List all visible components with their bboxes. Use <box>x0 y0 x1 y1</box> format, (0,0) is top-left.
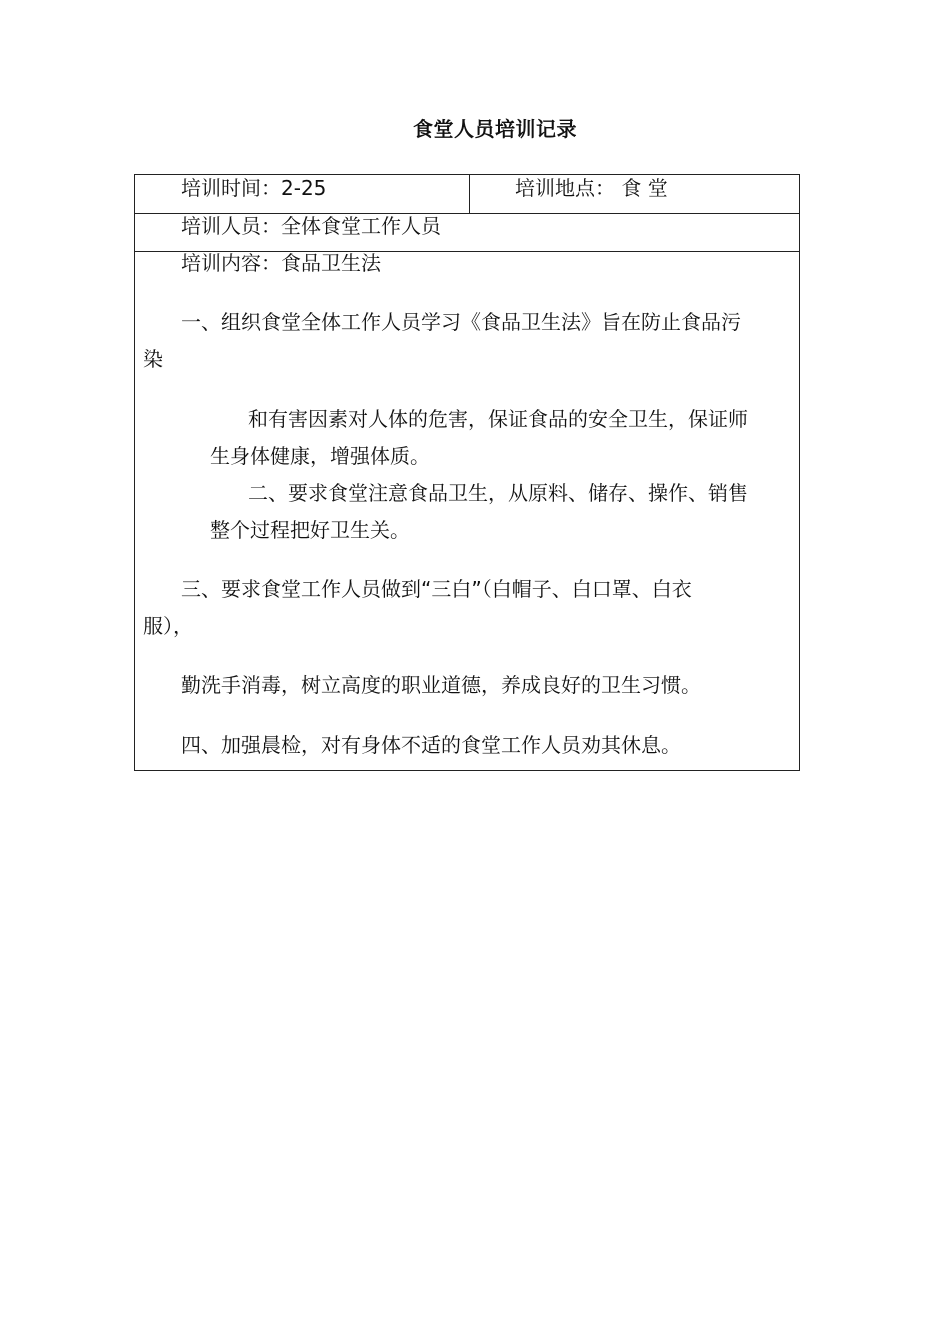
paragraph-4-line-1: 三、要求食堂工作人员做到“三白”（白帽子、白口罩、白衣 <box>181 577 692 601</box>
training-content-label: 培训内容：食品卫生法 <box>181 251 381 275</box>
training-record-table <box>134 174 800 771</box>
paragraph-2-line-1: 和有害因素对人体的危害，保证食品的安全卫生，保证师 <box>248 407 748 431</box>
cell-training-place <box>469 175 799 213</box>
cell-training-time <box>135 175 470 213</box>
paragraph-3-line-1: 二、要求食堂注意食品卫生，从原料、储存、操作、销售 <box>248 481 748 505</box>
paragraph-3-line-2: 整个过程把好卫生关。 <box>210 518 410 542</box>
row-time-place <box>135 175 799 214</box>
paragraph-1-line-1: 一、组织食堂全体工作人员学习《食品卫生法》旨在防止食品污 <box>181 310 741 334</box>
paragraph-4-line-2: 服）， <box>143 614 193 638</box>
training-content-cell <box>135 252 799 770</box>
document-title: 食堂人员培训记录 <box>413 117 577 141</box>
row-people <box>135 213 799 252</box>
training-place-text: 培训地点： 食 堂 <box>515 176 668 200</box>
paragraph-6-line-1: 四、加强晨检，对有身体不适的食堂工作人员劝其休息。 <box>181 733 681 757</box>
training-time-text: 培训时间：2-25 <box>181 176 327 200</box>
paragraph-1-line-2: 染 <box>143 347 163 371</box>
paragraph-2-line-2: 生身体健康，增强体质。 <box>210 444 430 468</box>
training-people-text: 培训人员：全体食堂工作人员 <box>181 214 441 238</box>
paragraph-5-line-1: 勤洗手消毒，树立高度的职业道德，养成良好的卫生习惯。 <box>181 673 701 697</box>
